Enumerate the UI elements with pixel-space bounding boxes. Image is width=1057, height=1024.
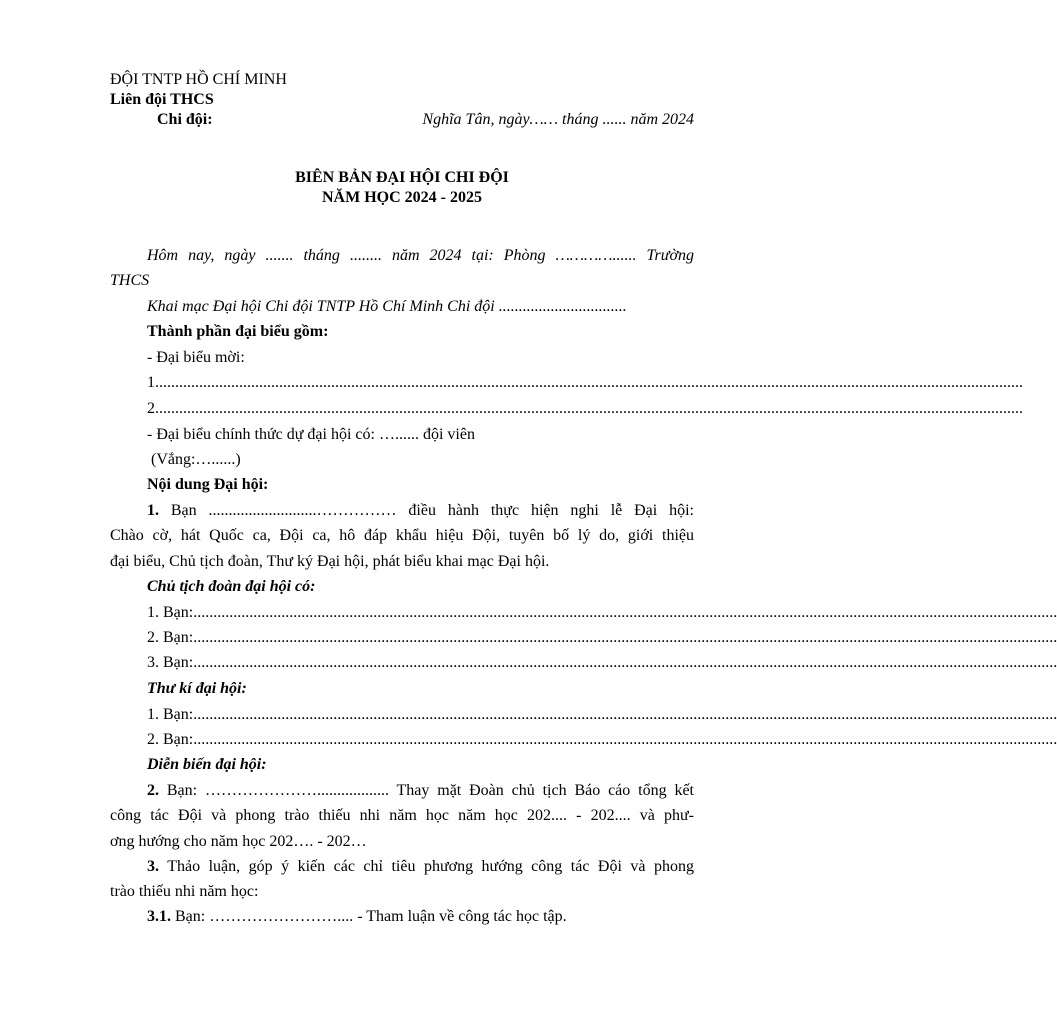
secretary-item-1-blank: ........................................................................................................................................................................................................................ (193, 706, 1057, 723)
secretary-item (147, 705, 1057, 725)
presidium-item-1-blank: ........................................................................................................................................................................................................................ (193, 604, 1057, 621)
invited-line-2 (147, 399, 1023, 419)
intro-line-1: Hôm nay, ngày ....... tháng ........ năm 2024 tại: Phòng …………...... Trường (147, 247, 694, 264)
secretary-item-2-blank: ........................................................................................................................................................................................................................ (193, 731, 1057, 748)
item31-text: Bạn: …………………….... - Tham luận về công tác học tập. (171, 908, 567, 925)
presidium-item (147, 653, 1057, 673)
proceedings-item2-line3: ơng hướng cho năm học 202…. - 202… (110, 833, 367, 850)
proceedings-item3-line2: trào thiếu nhi năm học: (110, 883, 259, 900)
invited-label: - Đại biểu mời: (147, 349, 245, 366)
proceedings-heading: Diễn biến đại hội: (147, 756, 267, 773)
presidium-item-1-label: 1. Bạn: (147, 604, 194, 621)
invited-2-label: 2. (147, 400, 159, 417)
org-name: ĐỘI TNTP HỒ CHÍ MINH (110, 71, 287, 88)
item1-number: 1. (147, 502, 159, 519)
item1-text-1: Bạn ...........................…………… điều hành thực hiện nghi lễ Đại hội: (159, 502, 694, 519)
content-item1-line3: đại biểu, Chủ tịch đoàn, Thư ký Đại hội, phát biểu khai mạc Đại hội. (110, 553, 550, 570)
intro-line-3: Khai mạc Đại hội Chi đội TNTP Hồ Chí Minh Chi đội ................................ (147, 298, 627, 315)
presidium-item-2-label: 2. Bạn: (147, 629, 194, 646)
secretary-item (147, 730, 1057, 750)
proceedings-item31 (147, 907, 694, 927)
secretary-item-2-label: 2. Bạn: (147, 731, 194, 748)
invited-1-label: 1. (147, 374, 159, 391)
lien-doi: Liên đội THCS (110, 91, 214, 108)
item2-number: 2. (147, 782, 159, 799)
proceedings-item3-line1 (147, 857, 694, 877)
invited-line-1 (147, 373, 1023, 393)
absent-count: (Vắng:…......) (151, 451, 241, 468)
chi-doi-label: Chi đội: (157, 111, 213, 128)
composition-heading: Thành phần đại biểu gồm: (147, 323, 329, 340)
presidium-item (147, 628, 1057, 648)
presidium-item (147, 603, 1057, 623)
proceedings-item2-line2: công tác Đội và phong trào thiếu nhi năm học năm học 202.... - 202.... và phư- (110, 807, 694, 824)
official-delegates: - Đại biểu chính thức dự đại hội có: …...... đội viên (147, 426, 475, 443)
item31-number: 3.1. (147, 908, 171, 925)
item2-text-1: Bạn: ………………….................. Thay mặt Đoàn chủ tịch Báo cáo tổng kết (159, 782, 694, 799)
presidium-item-2-blank: ........................................................................................................................................................................................................................ (193, 629, 1057, 646)
item3-text-1: Thảo luận, góp ý kiến các chỉ tiêu phương hướng công tác Đội và phong (159, 858, 694, 875)
title-line-1: BIÊN BẢN ĐẠI HỘI CHI ĐỘI (295, 169, 509, 186)
invited-1-blank: ........................................................................................................................................................................................................................ (159, 374, 1023, 391)
invited-2-blank: ........................................................................................................................................................................................................................ (159, 400, 1023, 417)
content-heading: Nội dung Đại hội: (147, 476, 269, 493)
content-item1-line2: Chào cờ, hát Quốc ca, Đội ca, hô đáp khẩu hiệu Đội, tuyên bố lý do, giới thiệu (110, 527, 694, 544)
secretary-item-1-label: 1. Bạn: (147, 706, 194, 723)
presidium-item-3-label: 3. Bạn: (147, 654, 194, 671)
item3-number: 3. (147, 858, 159, 875)
intro-line-2: THCS (110, 272, 150, 289)
presidium-heading: Chủ tịch đoàn đại hội có: (147, 578, 316, 595)
title-line-2: NĂM HỌC 2024 - 2025 (322, 189, 482, 206)
presidium-item-3-blank: ........................................................................................................................................................................................................................ (193, 654, 1057, 671)
proceedings-item2-line1 (147, 781, 694, 801)
secretary-heading: Thư kí đại hội: (147, 680, 247, 697)
content-item1-line1 (147, 501, 694, 521)
place-date: Nghĩa Tân, ngày…… tháng ...... năm 2024 (422, 111, 694, 128)
